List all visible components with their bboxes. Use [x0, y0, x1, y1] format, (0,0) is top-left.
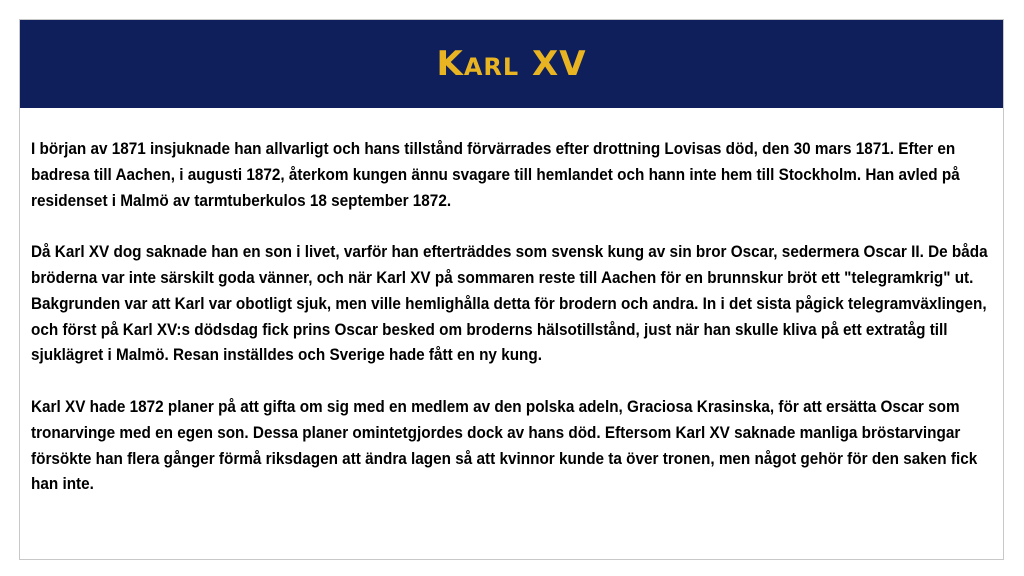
paragraph-marriage-plans: Karl XV hade 1872 planer på att gifta om sig med en medlem av den polska adeln, Graciosa Krasinska, för att ersätta Oscar som tronarvinge med en egen son. Dessa planer omintetgjordes dock av hans död. Eftersom Karl XV saknade manliga bröstarvingar försökte han flera gånger förmå riksdagen att ändra lagen så att kvinnor kunde ta över tronen, men något gehör för den saken fick han inte.	[31, 396, 978, 494]
title-banner	[20, 20, 1003, 108]
paragraph-illness: I början av 1871 insjuknade han allvarligt och hans tillstånd förvärrades efter drottning Lovisas död, den 30 mars 1871. Efter en badresa till Aachen, i augusti 1872, återkom kungen ännu svagare till hemlandet och hann inte hem till Stockholm. Han avled på residenset i Malmö av tarmtuberkulos 18 september 1872.	[31, 139, 960, 210]
slide-title: Karl XV	[436, 44, 587, 84]
slide-body	[31, 136, 994, 523]
paragraph-succession: Då Karl XV dog saknade han en son i livet, varför han efterträddes som svensk kung av sin bror Oscar, sedermera Oscar II. De båda bröderna var inte särskilt goda vänner, och när Karl XV på sommaren reste till Aachen för en brunnskur bröt ett "telegramkrig" ut. Bakgrunden var att Karl var obotligt sjuk, men ville hemlighålla detta för brodern och andra. In i det sista pågick telegramväxlingen, och först på Karl XV:s dödsdag fick prins Oscar besked om broderns hälsotillstånd, just när han skulle kliva på ett extratåg till sjuklägret i Malmö. Resan inställdes och Sverige hade fått en ny kung.	[31, 242, 988, 365]
slide	[19, 19, 1004, 560]
